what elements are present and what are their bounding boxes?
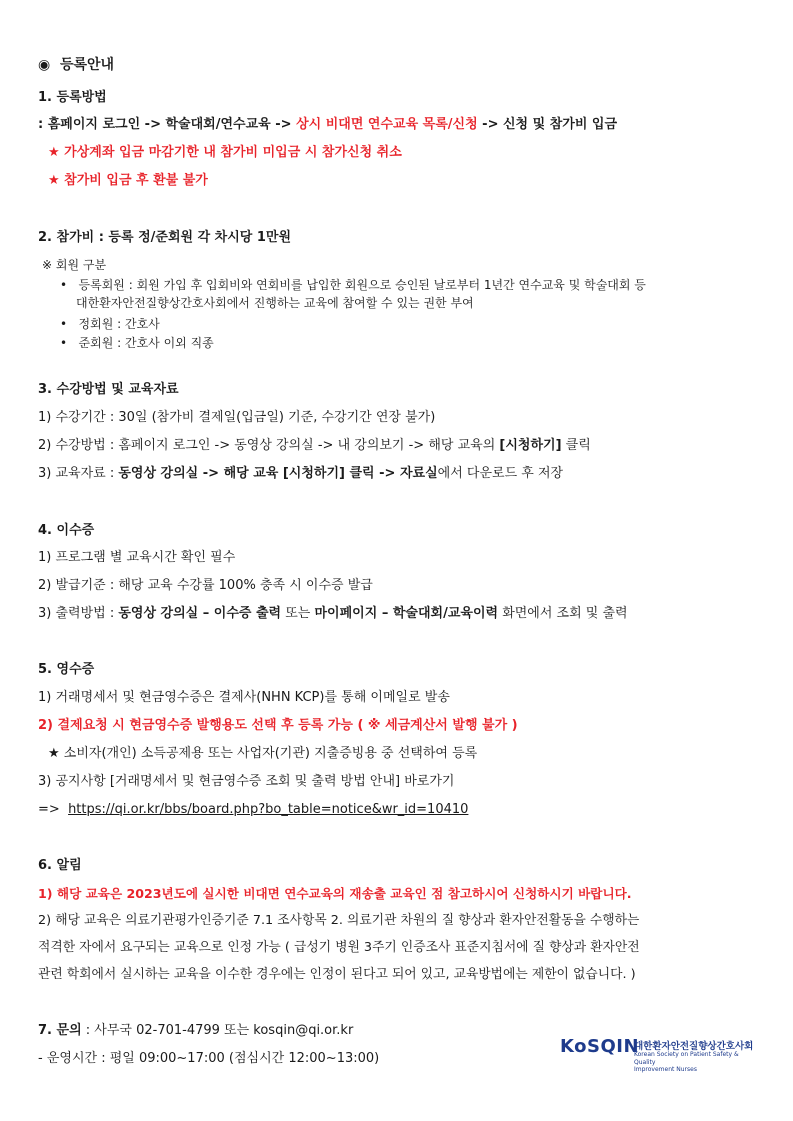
s3-title: 3. 수강방법 및 교육자료 [38, 382, 179, 397]
s6-title: 6. 알림 [38, 858, 82, 873]
notice-link[interactable]: https://qi.or.kr/bbs/board.php?bo_table=notice&wr_id=10410 [68, 802, 469, 817]
s4-line2: 2) 발급기준 : 해당 교육 수강률 100% 충족 시 이수증 발급 [38, 578, 373, 593]
s7-hours: - 운영시간 : 평일 09:00~17:00 (점심시간 12:00~13:00) [38, 1051, 380, 1066]
s6-line1: 1) 해당 교육은 2023년도에 실시한 비대면 연수교육의 재송출 교육인 점 참고하시어 신청하시기 바랍니다. [38, 886, 632, 901]
s7-contact: 7. 문의 : 사무국 02-701-4799 또는 kosqin@qi.or.kr [38, 1023, 354, 1038]
section-heading: ◉ 등록안내 [38, 57, 115, 73]
list-item: 대한환자안전질향상간호사회에서 진행하는 교육에 참여할 수 있는 권한 부여 [76, 296, 474, 310]
list-item: • 등록회원 : 회원 가입 후 입회비와 연회비를 납입한 회원으로 승인된 날로부터 1년간 연수교육 및 학술대회 등 [60, 278, 646, 292]
s5-line2: 2) 결제요청 시 현금영수증 발행용도 선택 후 등록 가능 ( ※ 세금계산서 발행 불가 ) [38, 718, 518, 733]
list-item: • 정회원 : 간호사 [60, 317, 160, 331]
list-item: • 준회원 : 간호사 이외 직종 [60, 336, 214, 350]
logo-english-name: Korean Society on Patient Safety & Quality Improvement Nurses [634, 1051, 739, 1073]
s6-line2b: 적격한 자에서 요구되는 교육으로 인정 가능 ( 급성기 병원 3주기 인증조사 표준지침서에 질 향상과 환자안전 [38, 940, 640, 955]
s3-line2: 2) 수강방법 : 홈페이지 로그인 -> 동영상 강의실 -> 내 강의보기 -> 해당 교육의 [시청하기] 클릭 [38, 438, 591, 453]
s5-line4: 3) 공지사항 [거래명세서 및 현금영수증 조회 및 출력 방법 안내] 바로가기 [38, 774, 455, 789]
s3-line1: 1) 수강기간 : 30일 (참가비 결제일(입금일) 기준, 수강기간 연장 불가) [38, 410, 436, 425]
s1-title: 1. 등록방법 [38, 90, 107, 105]
s5-link-line: => https://qi.or.kr/bbs/board.php?bo_table=notice&wr_id=10410 [38, 802, 469, 817]
radio-icon: ◉ [38, 57, 51, 73]
kosqin-logo [560, 1030, 760, 1080]
s1-note2: ★ 참가비 입금 후 환불 불가 [48, 173, 208, 188]
s4-line1: 1) 프로그램 별 교육시간 확인 필수 [38, 550, 236, 565]
s1-note1: ★ 가상계좌 입금 마감기한 내 참가비 미입금 시 참가신청 취소 [48, 145, 402, 160]
s2-title: 2. 참가비 : 등록 정/준회원 각 차시당 1만원 [38, 230, 292, 245]
s1-line: : 홈페이지 로그인 -> 학술대회/연수교육 -> 상시 비대면 연수교육 목록/신청 -> 신청 및 참가비 입금 [38, 117, 618, 132]
s5-line1: 1) 거래명세서 및 현금영수증은 결제사(NHN KCP)를 통해 이메일로 발송 [38, 690, 450, 705]
s6-line2a: 2) 해당 교육은 의료기관평가인증기준 7.1 조사항목 2. 의료기관 차원의 질 향상과 환자안전활동을 수행하는 [38, 913, 640, 928]
s4-line3: 3) 출력방법 : 동영상 강의실 – 이수증 출력 또는 마이페이지 – 학술대회/교육이력 화면에서 조회 및 출력 [38, 606, 628, 621]
logo-korean-name: 대한환자안전질향상간호사회 [634, 1041, 754, 1052]
s6-line2c: 관련 학회에서 실시하는 교육을 이수한 경우에는 인정이 된다고 되어 있고, 교육방법에는 제한이 없습니다. ) [38, 967, 636, 982]
logo-wordmark: KoSQIN [560, 1036, 640, 1057]
s5-line3: ★ 소비자(개인) 소득공제용 또는 사업자(기관) 지출증빙용 중 선택하여 등록 [48, 746, 478, 761]
s3-line3: 3) 교육자료 : 동영상 강의실 -> 해당 교육 [시청하기] 클릭 -> 자료실에서 다운로드 후 저장 [38, 466, 564, 481]
s5-title: 5. 영수증 [38, 662, 95, 677]
s4-title: 4. 이수증 [38, 523, 95, 538]
s2-mark: ※ 회원 구분 [42, 258, 107, 272]
